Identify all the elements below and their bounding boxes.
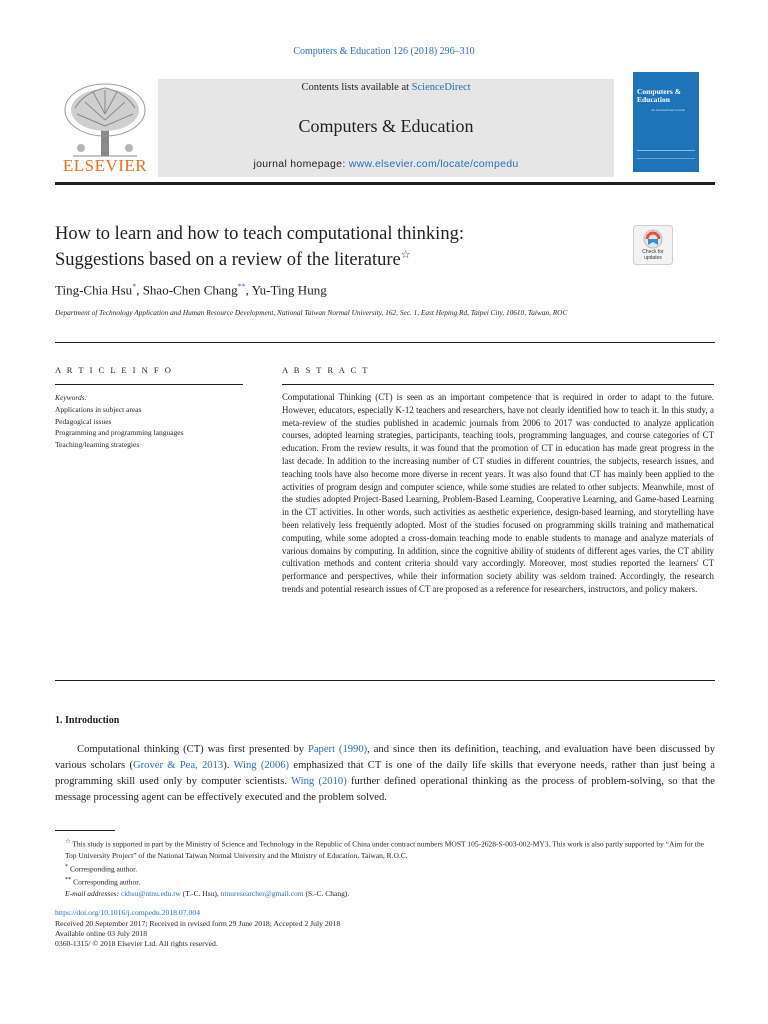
email-link[interactable]: ntnuresearcher@gmail.com (220, 888, 304, 898)
citation-link[interactable]: Papert (1990) (307, 744, 368, 755)
affiliation: Department of Technology Application and Human Resource Development, National Taiwan Normal University, 162, Sec. 1, East Heping Rd, Taipei City, 10610, Taiwan, ROC (55, 308, 568, 317)
intro-text: emphasized that CT is one of the daily life skills that everyone needs, rather than just being a programming skill used only by computer scientists. (55, 760, 715, 787)
footnote-text: Corresponding author. (68, 864, 138, 873)
title-rule (55, 342, 715, 343)
publisher-wordmark: ELSEVIER (62, 156, 148, 175)
title-footnote-mark[interactable]: ☆ (400, 249, 411, 261)
keyword-item: Applications in subject areas (55, 405, 142, 414)
author-name[interactable]: Shao-Chen Chang (142, 282, 238, 298)
footnote-mark: ☆ (65, 838, 71, 845)
article-info-rule (55, 384, 243, 385)
footnote-mark: ** (65, 876, 72, 883)
cover-subtitle: An International Journal (651, 108, 686, 112)
email-footnote (55, 888, 715, 899)
header-rule (55, 182, 715, 185)
keywords-list (55, 404, 184, 450)
abstract-heading: A B S T R A C T (282, 365, 370, 375)
author-name[interactable]: Yu-Ting Hung (251, 282, 327, 298)
intro-text: further defined operational thinking as the process of problem-solving, so that the message processing agent can be effectively executed and the problem solved. (55, 776, 715, 803)
abstract-text: Computational Thinking (CT) is seen as an important competence that is required in order to adapt to the future. However, educators, especially K-12 teachers and researchers, have not clearly identified how to teach it. In this study, a meta-review of the studies published in academic journals from 2006 to 2017 was conducted to analyze application courses, adopted learning strategies, participants, teaching tools, programming languages, and course categories of CT education. From the review results, it was found that the promotion of CT in education has made great progress in the last decade. In addition to the increasing number of CT studies in different countries, the subjects, research issues, and teaching tools have also become more diverse in recent years. It was also found that CT has mainly been applied to the activities of program design and computer science, while some studies are related to other subjects. Meanwhile, most of the studies adopted Project-Based Learning, Problem-Based Learning, Cooperative Learning, and Game-based Learning in the CT activities. In other words, such activities as aesthetic experience, design-based learning, and storytelling have been relatively less frequently adopted. Most of the studies focused on programming skills training and mathematical computing, while some adopted a cross-domain teaching mode to enable students to manage and analyze materials of various domains by computing. In addition, since the cognitive ability of students of different ages varies, the CT ability cultivation methods and content criteria should vary accordingly. Moreover, most studies reported the learners' CT performance and perspectives, while their information society ability was seldom trained. Accordingly, the research trends and potential research issues of CT are proposed as a reference for researchers, instructors, and policy makers. (282, 392, 714, 594)
corresponding-footnote (55, 874, 715, 888)
received-dates: Received 20 September 2017; Received in revised form 29 June 2018; Accepted 2 July 2018 (55, 919, 341, 928)
intro-text: ). (223, 760, 234, 771)
footnote-mark: * (65, 862, 69, 870)
email-label: E-mail addresses: (65, 888, 120, 898)
journal-homepage (158, 158, 614, 170)
footnote-text: Corresponding author. (71, 877, 141, 887)
author-list (55, 282, 327, 298)
contents-line (158, 82, 614, 93)
email-owner: (T.-C. Hsu), (180, 888, 221, 898)
check-updates-label: Check for updates (642, 249, 664, 261)
corresponding-footnote (55, 861, 715, 875)
email-owner: (S.-C. Chang). (303, 888, 350, 898)
author-separator: , (136, 282, 143, 298)
sciencedirect-link[interactable]: ScienceDirect (411, 82, 471, 93)
available-date: Available online 03 July 2018 (55, 929, 148, 938)
author-mark[interactable]: * (132, 282, 137, 291)
keyword-item: Pedagogical issues (55, 416, 112, 426)
funding-footnote (55, 836, 715, 861)
journal-citation[interactable]: Computers & Education 126 (2018) 296–310 (293, 46, 475, 57)
cover-divider (637, 158, 695, 159)
doi-link[interactable]: https://doi.org/10.1016/j.compedu.2018.07.004 (55, 908, 201, 917)
abstract-rule (282, 384, 714, 385)
check-for-updates-badge[interactable] (633, 225, 673, 265)
keyword-item: Programming and programming languages (55, 428, 184, 438)
title-line-1: How to learn and how to teach computational thinking: (55, 224, 464, 244)
homepage-prefix: journal homepage: (253, 158, 349, 170)
author-mark[interactable]: ** (237, 282, 246, 291)
citation-link[interactable]: Wing (2010) (291, 776, 347, 787)
abstract-bottom-rule (55, 680, 715, 681)
citation-link[interactable]: Grover & Pea, 2013 (132, 760, 224, 771)
article-info-heading: A R T I C L E I N F O (55, 365, 173, 375)
copyright: 0360-1315/ © 2018 Elsevier Ltd. All rights reserved. (55, 939, 218, 948)
cover-divider (637, 150, 695, 151)
footnote-rule (55, 830, 115, 831)
author-separator: , (245, 282, 252, 298)
title-line-2: Suggestions based on a review of the literature (55, 250, 401, 271)
journal-title: Computers & Education (298, 116, 474, 136)
citation-link[interactable]: Wing (2006) (233, 760, 290, 771)
keywords-label: Keywords: (55, 393, 88, 402)
article-history (55, 919, 340, 949)
introduction-paragraph (55, 742, 715, 806)
contents-prefix: Contents lists available at (301, 82, 412, 93)
intro-text: Computational thinking (CT) was first presented by (77, 744, 308, 755)
keyword-item: Teaching/learning strategies (55, 439, 140, 449)
section-heading-introduction: 1. Introduction (55, 715, 120, 726)
author-name[interactable]: Ting-Chia Hsu (55, 282, 133, 298)
footnote-text: This study is supported in part by the Ministry of Science and Technology in the Republic of China under contract numbers MOST 105-2628-S-003-002-MY3. This work is also partly supported by “Aim for the Top University Project” of the National Taiwan Normal University and the Ministry of Education, Taiwan, R.O.C. (65, 839, 705, 860)
cover-title: Computers & Education (637, 87, 681, 104)
email-link[interactable]: ckhsu@ntnu.edu.tw (120, 888, 181, 898)
elsevier-logo (55, 80, 155, 178)
homepage-link[interactable]: www.elsevier.com/locate/compedu (348, 158, 519, 170)
intro-text: , and since then its definition, teaching, and evaluation have been discussed by various scholars ( (55, 744, 715, 771)
footnotes (55, 836, 715, 899)
journal-cover-thumbnail[interactable] (633, 72, 699, 172)
article-title (55, 224, 615, 271)
